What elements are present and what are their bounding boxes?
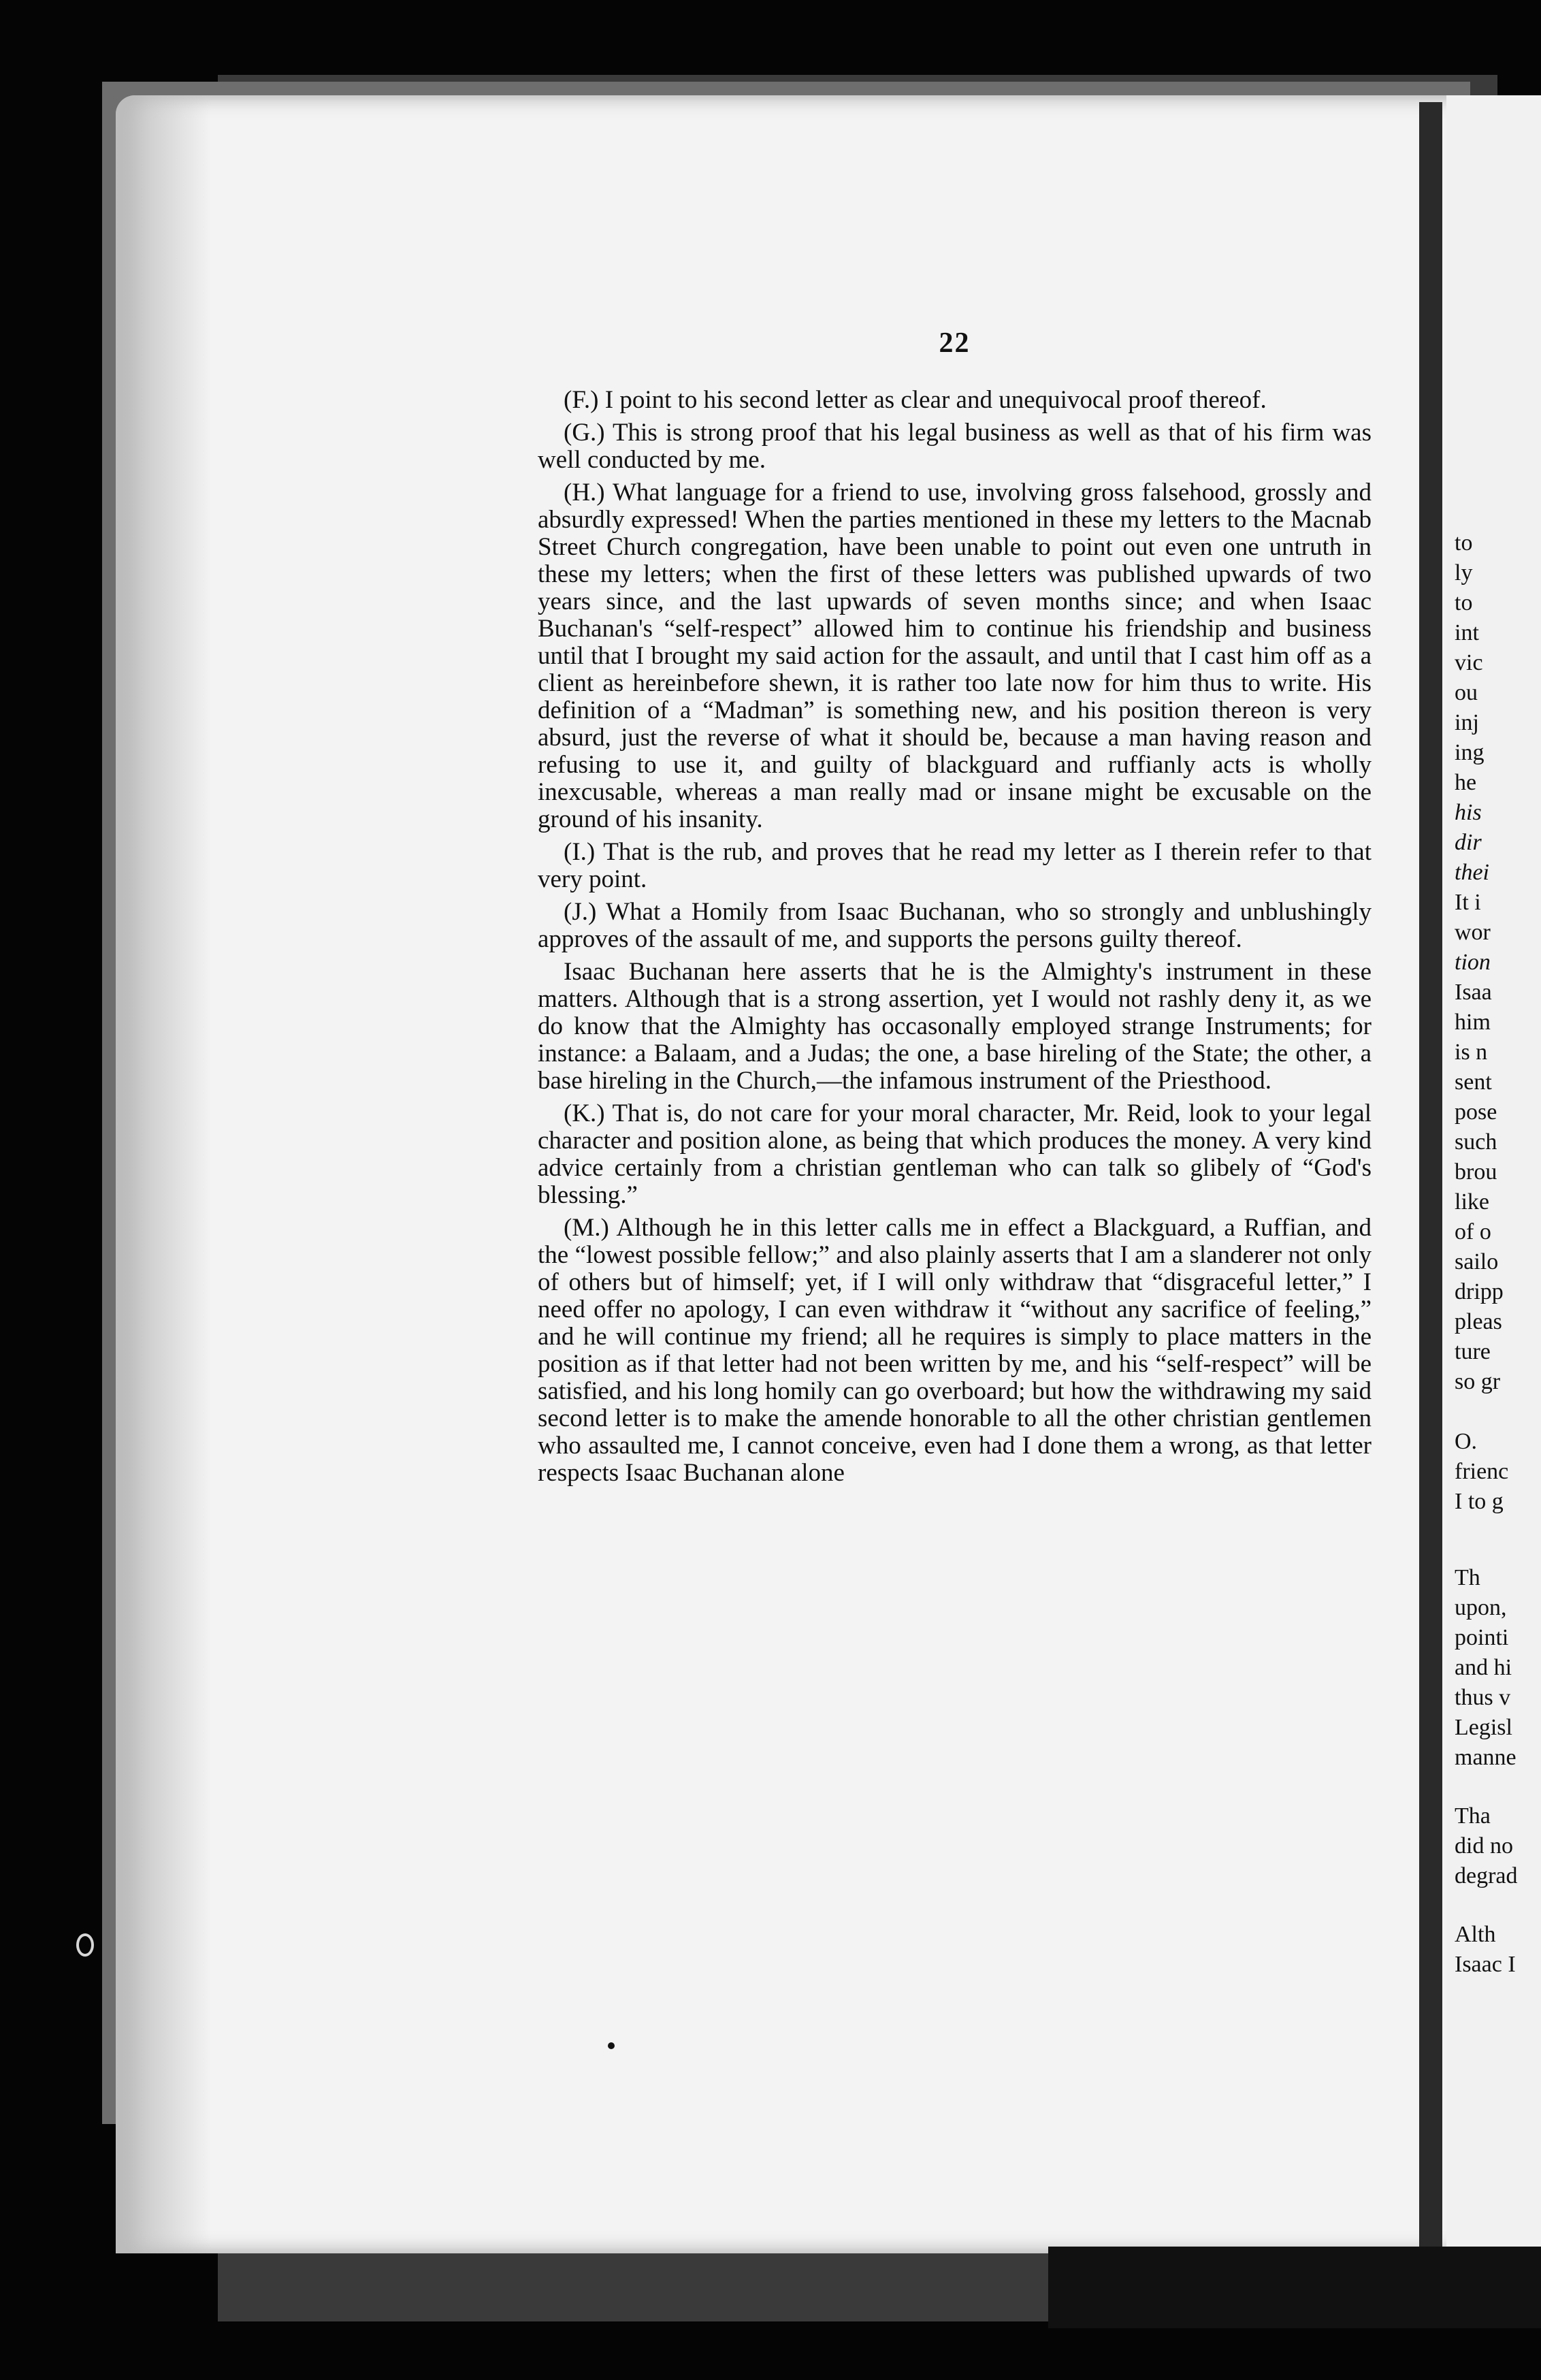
facing-fragment: tion	[1455, 950, 1491, 975]
facing-fragment: dir	[1455, 830, 1482, 855]
facing-fragment: degrad	[1455, 1863, 1518, 1888]
facing-fragment: to	[1455, 590, 1473, 615]
facing-fragment: Isaa	[1455, 980, 1492, 1005]
facing-fragment: sent	[1455, 1070, 1492, 1095]
facing-fragment: of o	[1455, 1219, 1491, 1244]
facing-fragment: ly	[1455, 560, 1473, 585]
facing-fragment: manne	[1455, 1745, 1516, 1770]
facing-fragment: frienc	[1455, 1459, 1509, 1484]
facing-fragment: pleas	[1455, 1309, 1502, 1334]
facing-fragment: upon,	[1455, 1595, 1507, 1620]
facing-fragment: O.	[1455, 1429, 1478, 1454]
facing-fragment: him	[1455, 1010, 1491, 1035]
facing-fragment: Alth	[1455, 1922, 1496, 1947]
facing-fragment: thei	[1455, 860, 1489, 885]
facing-fragment: ou	[1455, 680, 1478, 705]
paragraph-g: (G.) This is strong proof that his legal business as well as that of his firm was well conducted by me.	[538, 419, 1372, 474]
paragraph-j: (J.) What a Homily from Isaac Buchanan, who so strongly and unblushingly approves of the assault of me, and supports the persons guilty thereof.	[538, 898, 1372, 953]
facing-fragment: Tha	[1455, 1803, 1491, 1829]
facing-fragment: thus v	[1455, 1685, 1511, 1710]
paragraph-k: (K.) That is, do not care for your moral character, Mr. Reid, look to your legal character and position alone, as being that which produces the money. A very kind advice certainly from a christian gentleman who can talk so glibely of “God's blessing.”	[538, 1099, 1372, 1209]
facing-fragment: wor	[1455, 920, 1491, 945]
paragraph-f: (F.) I point to his second letter as clear and unequivocal proof thereof.	[564, 386, 1267, 414]
facing-fragment: ture	[1455, 1339, 1491, 1364]
facing-fragment: vic	[1455, 650, 1483, 675]
book-gutter	[1419, 102, 1442, 2281]
facing-fragment: such	[1455, 1129, 1497, 1155]
facing-fragment: he	[1455, 770, 1477, 795]
page-edge-shadow	[116, 95, 211, 2253]
facing-fragment: so gr	[1455, 1369, 1501, 1394]
facing-fragment: to	[1455, 530, 1473, 556]
facing-fragment: did no	[1455, 1833, 1513, 1859]
facing-page	[1446, 95, 1541, 2253]
page-text-block	[538, 327, 1372, 1492]
facing-fragment: is n	[1455, 1040, 1488, 1065]
facing-fragment: I to g	[1455, 1489, 1504, 1514]
facing-fragment: Legisl	[1455, 1715, 1512, 1740]
page-number: 22	[939, 327, 971, 359]
facing-fragment: his	[1455, 800, 1482, 825]
facing-fragment: int	[1455, 620, 1479, 645]
facing-fragment: pose	[1455, 1099, 1497, 1125]
facing-fragment: inj	[1455, 710, 1479, 735]
ink-dot	[608, 2042, 615, 2049]
facing-fragment: Th	[1455, 1565, 1480, 1590]
facing-fragment: pointi	[1455, 1625, 1509, 1650]
facing-fragment: It i	[1455, 890, 1481, 915]
facing-fragment: dripp	[1455, 1279, 1504, 1304]
scan-border-shadow	[1048, 2247, 1541, 2328]
paragraph-almighty: Isaac Buchanan here asserts that he is the Almighty's instrument in these matters. Although that is a strong assertion, yet I would not rashly deny it, as we do know that the Almighty has occasonally employed strange Instruments; for instance: a Balaam, and a Judas; the one, a base hireling of the State; the other, a base hireling in the Church,—the infamous instrument of the Priesthood.	[538, 958, 1372, 1095]
paragraph-i: (I.) That is the rub, and proves that he read my letter as I therein refer to that very point.	[538, 838, 1372, 893]
facing-fragment: sailo	[1455, 1249, 1499, 1274]
facing-fragment: Isaac I	[1455, 1952, 1516, 1977]
facing-fragment: ing	[1455, 740, 1485, 765]
facing-fragment: and hi	[1455, 1655, 1512, 1680]
facing-fragment: brou	[1455, 1159, 1497, 1185]
paragraph-h: (H.) What language for a friend to use, involving gross falsehood, grossly and absurdly expressed! When the parties mentioned in these my letters to the Macnab Street Church congregation, have been unable to point out even one untruth in these my letters; when the first of these letters was published upwards of two years since, and the last upwards of seven months since; and when Isaac Buchanan's “self-respect” allowed him to continue his friendship and business until that I brought my said action for the assault, and until that I cast him off as a client as hereinbefore shewn, it is rather too late now for him thus to write. His definition of a “Madman” is something new, and his position thereon is very absurd, just the reverse of what it should be, because a man having reason and refusing to use it, and guilty of blackguard and ruffianly acts is wholly inexcusable, whereas a man really mad or insane might be excusable on the ground of his insanity.	[538, 479, 1372, 833]
scan-artifact-mark	[76, 1933, 94, 1957]
paragraph-m: (M.) Although he in this letter calls me in effect a Blackguard, a Ruffian, and the “lowest possible fellow;” and also plainly asserts that I am a slanderer not only of others but of himself; yet, if I will only withdraw that “disgraceful letter,” I need offer no apology, I can even withdraw it “without any sacrifice of feeling,” and he will continue my friend; all he requires is simply to place matters in the position as if that letter had not been written by me, and his “self-respect” will be satisfied, and his long homily can go overboard; but how the withdrawing my said second letter is to make the amende honorable to all the other christian gentlemen who assaulted me, I cannot conceive, even had I done them a wrong, as that letter respects Isaac Buchanan alone	[538, 1214, 1372, 1487]
facing-fragment: like	[1455, 1189, 1489, 1215]
